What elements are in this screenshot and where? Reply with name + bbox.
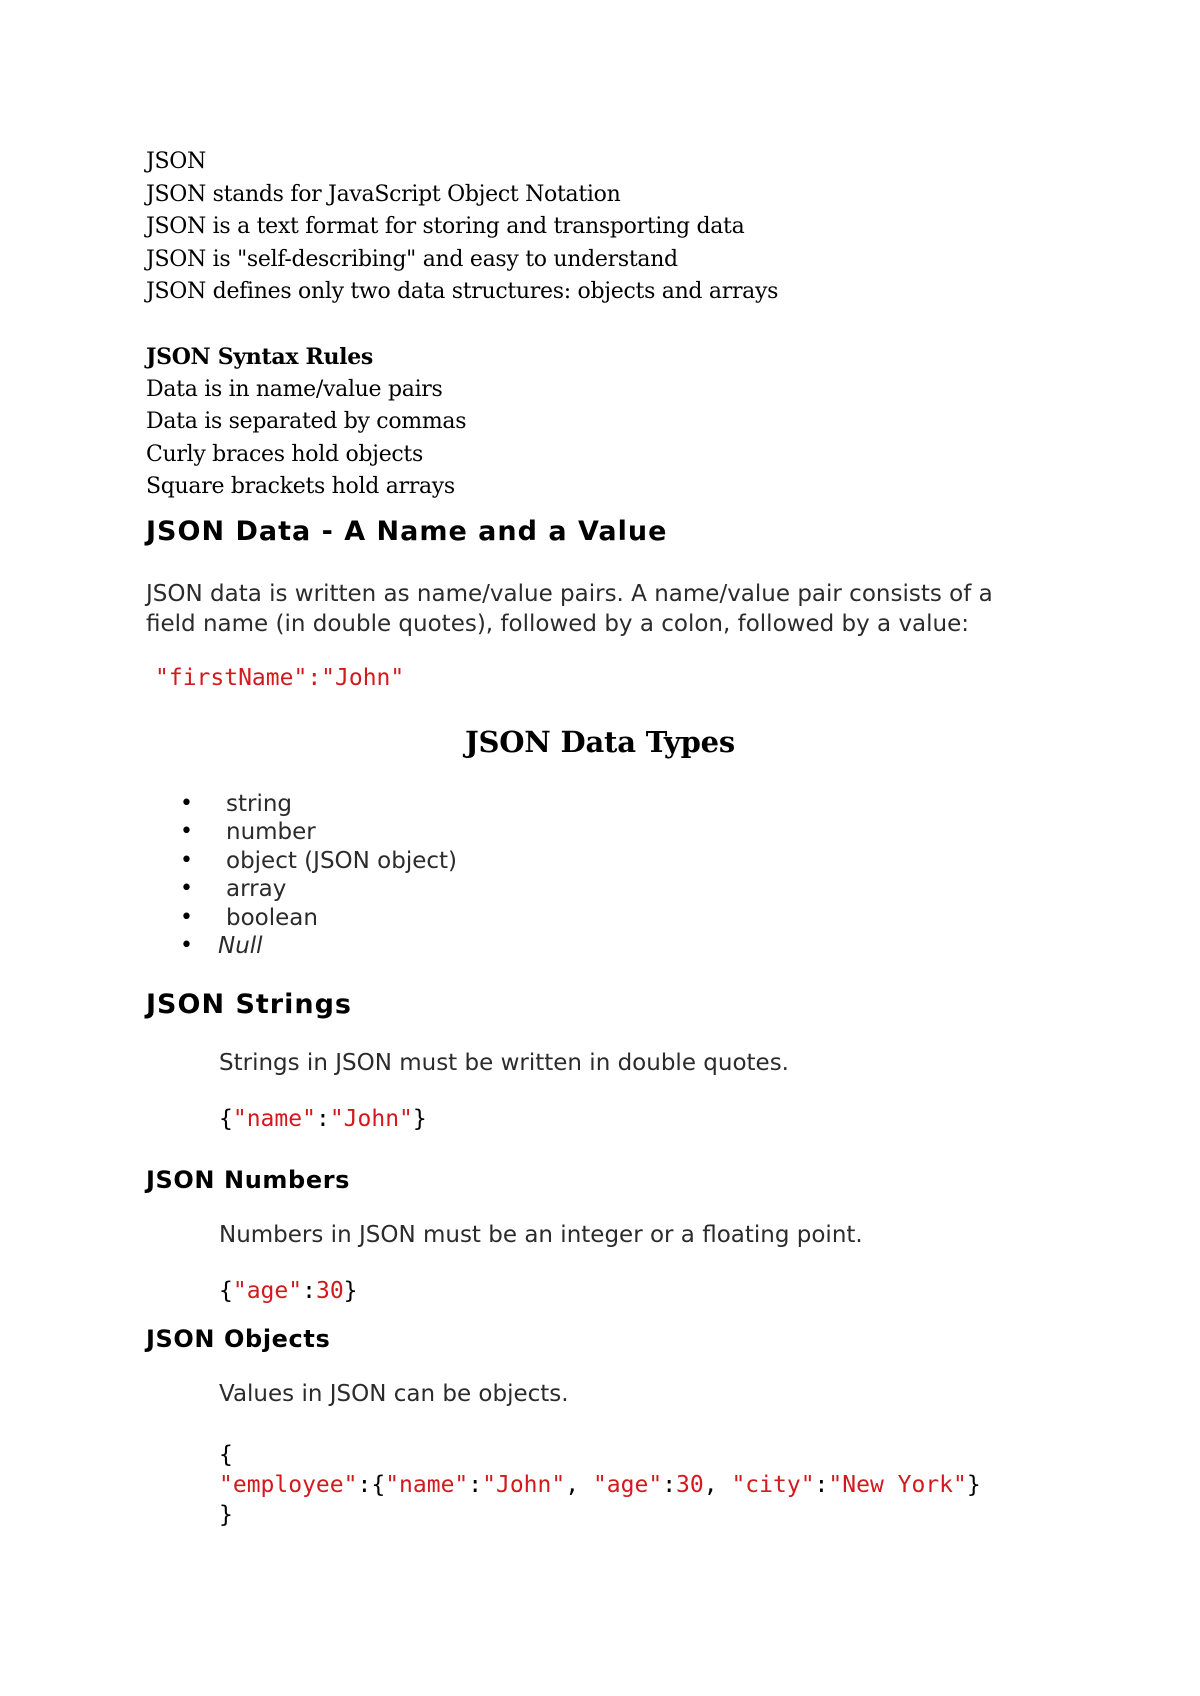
syntax-rule: Curly braces hold objects [146,441,423,467]
intro-line: JSON is "self-describing" and easy to understand [146,246,678,272]
intro-block [146,146,1146,309]
json-data-types-heading: JSON Data Types [464,725,736,759]
json-strings-heading: JSON Strings [146,989,352,1020]
strings-code-example: {"name":"John"} [219,1106,427,1132]
objects-code-example: { "employee":{"name":"John", "age":30, "city":"New York"} } [219,1442,981,1528]
paragraph-line: JSON data is written as name/value pairs. A name/value pair consists of a [146,581,993,607]
intro-line: JSON is a text format for storing and transporting data [146,214,745,239]
intro-line: JSON stands for JavaScript Object Notation [146,181,621,207]
type-label: array [226,876,287,903]
json-data-heading: JSON Data - A Name and a Value [146,516,668,547]
objects-description: Values in JSON can be objects. [219,1381,569,1407]
intro-line: JSON defines only two data structures: objects and arrays [146,279,779,304]
firstname-code-example: "firstName":"John" [155,665,405,691]
type-label: Null [218,933,263,960]
bullet-icon: • [180,933,193,959]
type-label: object (JSON object) [226,847,458,874]
syntax-rule: Data is separated by commas [146,409,467,434]
bullet-icon: • [180,791,193,816]
syntax-rules-block [146,341,1146,504]
bullet-icon: • [180,847,193,873]
list-item [180,790,457,818]
paragraph-line: field name (in double quotes), followed by a colon, followed by a value: [146,610,970,637]
bullet-icon: • [180,819,193,845]
list-item [180,818,457,846]
strings-description: Strings in JSON must be written in double quotes. [219,1050,789,1076]
numbers-description: Numbers in JSON must be an integer or a floating point. [219,1222,863,1248]
syntax-rule: Data is in name/value pairs [146,376,443,402]
json-objects-heading: JSON Objects [146,1325,331,1353]
data-types-list [180,790,457,960]
json-data-paragraph [146,580,1046,639]
list-item [180,875,457,903]
intro-line: JSON [146,149,206,174]
json-numbers-heading: JSON Numbers [146,1166,351,1194]
bullet-icon: • [180,876,193,902]
syntax-rules-title: JSON Syntax Rules [146,344,374,370]
list-item [180,847,457,875]
syntax-rule: Square brackets hold arrays [146,474,455,499]
bullet-icon: • [180,904,193,930]
list-item [180,904,457,932]
list-item [180,932,457,960]
type-label: boolean [226,904,318,931]
numbers-code-example: {"age":30} [219,1278,358,1304]
type-label: number [226,819,316,846]
type-label: string [226,791,293,817]
